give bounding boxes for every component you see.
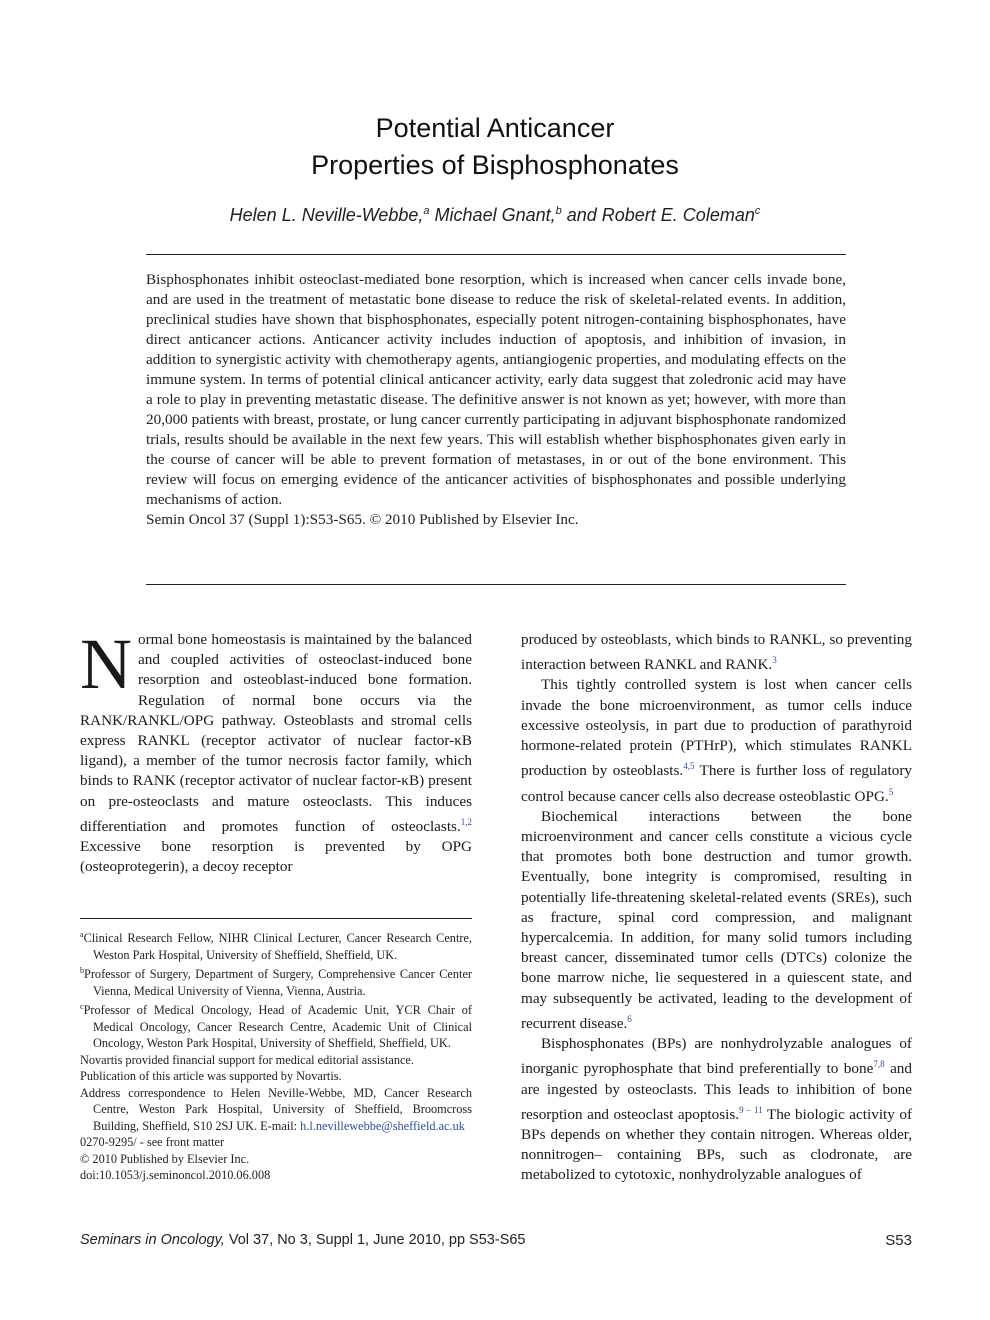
citation-link[interactable]: 4,5 xyxy=(683,761,695,772)
citation-link[interactable]: 3 xyxy=(772,655,777,666)
email-link[interactable]: h.l.nevillewebbe@sheffield.ac.uk xyxy=(300,1118,465,1133)
footnote-rule xyxy=(80,918,472,919)
author-1: Helen L. Neville-Webbe, xyxy=(229,205,424,225)
intro-text-cont: Excessive bone resorption is prevented by OPG (osteoprotegerin), a decoy receptor xyxy=(80,838,472,876)
author-3-affil: c xyxy=(754,205,761,217)
doi-line: doi:10.1053/j.seminoncol.2010.06.008 xyxy=(80,1168,271,1183)
running-footer xyxy=(80,1232,526,1248)
copyright-line: © 2010 Published by Elsevier Inc. xyxy=(80,1151,250,1166)
left-column xyxy=(80,624,472,878)
footnotes xyxy=(80,927,472,1184)
author-list xyxy=(0,205,990,226)
paragraph-biochemical xyxy=(521,807,912,1034)
author-2: Michael Gnant, xyxy=(429,205,556,225)
affiliation-a xyxy=(80,927,472,963)
intro-paragraph xyxy=(80,624,472,878)
citation-link[interactable]: 5 xyxy=(888,786,894,797)
para-biochem-text: Biochemical interactions between the bone microenvironment and cancer cells constitute a vicious cycle that promotes both bone destruction and tumor growth. Eventually, bone integrity is compromised, resulting in potentially life-threatening skeletal-related events (SREs), such as fracture, spinal cord compression, and malignant hypercalcemia. In addition, for many solid tumors including breast cancer, disseminated tumor cells (DTCs) colonize the bone marrow niche, lie sequestered in a quiescent state, and may subsequently be activated, leading to the development of recurrent disease. xyxy=(521,807,912,1032)
affil-a-marker: a xyxy=(80,930,84,939)
page-number: S53 xyxy=(885,1232,912,1249)
affil-b-marker: b xyxy=(80,966,84,976)
abstract-bottom-rule xyxy=(146,584,846,585)
para-bp-text-cont: and are ingested by osteoclasts. This leads to inhibition of bone resorption and osteoclast apoptosis. xyxy=(521,1060,912,1123)
drop-cap: N xyxy=(80,624,132,704)
journal-name: Seminars in Oncology, xyxy=(80,1232,225,1248)
address-text: Address correspondence to Helen Neville-Webbe, MD, Cancer Research Centre, Weston Park Hospital, University of Sheffield, Broomcross Building, Sheffield, S10 2SJ UK. E-mail: xyxy=(80,1085,472,1133)
affiliation-c xyxy=(80,999,472,1052)
citation-link[interactable]: 9 – 11 xyxy=(739,1104,763,1115)
funding-note: Novartis provided financial support for medical editorial assistance. xyxy=(80,1052,414,1067)
title-line-1: Potential Anticancer xyxy=(375,113,615,143)
citation-link[interactable]: 6 xyxy=(627,1013,632,1024)
issue-details: Vol 37, No 3, Suppl 1, June 2010, pp S53-S65 xyxy=(224,1232,526,1248)
abstract-top-rule xyxy=(146,254,846,255)
citation-link[interactable]: 1,2 xyxy=(460,816,472,827)
correspondence-address xyxy=(80,1085,472,1135)
affil-a-text: Clinical Research Fellow, NIHR Clinical Lecturer, Cancer Research Centre, Weston Park Hospital, University of Sheffield, Sheffield, UK. xyxy=(83,931,472,962)
paragraph-bisphosphonates xyxy=(521,1034,912,1186)
abstract-text: Bisphosphonates inhibit osteoclast-mediated bone resorption, which is increased when cancer cells invade bone, and are used in the treatment of metastatic bone disease to reduce the risk of skeletal-related events. In addition, preclinical studies have shown that bisphosphonates, especially potent nitrogen-containing bisphosphonates, have direct anticancer actions. Anticancer activity includes induction of apoptosis, and inhibition of invasion, in addition to synergistic activity with chemotherapy agents, antiangiogenic properties, and modulating effects on the immune system. In terms of potential clinical anticancer activity, early data suggest that zoledronic acid may have a role to play in preventing metastatic disease. The definitive answer is not known as yet; however, with more than 20,000 patients with breast, prostate, or lung cancer currently participating in adjuvant bisphosphonate randomized trials, results should be available in the next few years. This will establish whether bisphosphonates given early in the course of cancer will be able to prevent formation of metastases, in or out of the bone environment. This review will focus on emerging evidence of the anticancer activities of bisphosphonates and possible underlying mechanisms of action. xyxy=(146,271,846,508)
issn-line: 0270-9295/ - see front matter xyxy=(80,1135,225,1150)
abstract-citation: Semin Oncol 37 (Suppl 1):S53-S65. © 2010 Published by Elsevier Inc. xyxy=(146,511,579,528)
paragraph-rank xyxy=(521,630,912,675)
title-line-2: Properties of Bisphosphonates xyxy=(311,150,679,180)
right-column xyxy=(521,630,912,1186)
para-rank-text: produced by osteoblasts, which binds to RANKL, so preventing interaction between RANKL and RANK. xyxy=(521,631,912,674)
publication-note: Publication of this article was supported by Novartis. xyxy=(80,1069,342,1084)
author-3: and Robert E. Coleman xyxy=(561,205,755,225)
para-bp-text-end: The biologic activity of BPs depends on whether they contain nitrogen. Whereas older, nonnitrogen– containing BPs, such as clodronate, are metabolized to cytotoxic, nonhydrolyzable analogues of xyxy=(521,1105,913,1184)
article-title xyxy=(0,110,990,184)
para-system-text: This tightly controlled system is lost when cancer cells invade the bone microenvironment, as tumor cells induce excessive osteolysis, in part due to production of parathyroid hormone-related protein (PTHrP), which stimulates RANKL production by osteoblasts. xyxy=(521,676,912,780)
affil-c-marker: c xyxy=(80,1002,84,1012)
paragraph-system xyxy=(521,675,912,806)
author-1-affil: a xyxy=(423,205,430,217)
para-bp-text: Bisphosphonates (BPs) are nonhydrolyzable analogues of inorganic pyrophosphate that bind preferentially to bone xyxy=(521,1035,912,1078)
para-system-text-cont: There is further loss of regulatory control because cancer cells also decrease osteoblastic OPG. xyxy=(521,762,912,805)
author-2-affil: b xyxy=(555,205,562,217)
intro-text: ormal bone homeostasis is maintained by the balanced and coupled activities of osteoclast-induced bone resorption and osteoblast-induced bone formation. Regulation of normal bone occurs via the RANK/RANKL/OPG pathway. Osteoblasts and stromal cells express RANKL (receptor activator of nuclear factor-κB ligand), a member of the tumor necrosis factor family, which binds to RANK (receptor activator of nuclear factor-κB) present on pre-osteoclasts and mature osteoclasts. This induces differentiation and promotes function of osteoclasts. xyxy=(80,631,472,835)
abstract xyxy=(146,270,846,530)
affil-b-text: Professor of Surgery, Department of Surgery, Comprehensive Cancer Center Vienna, Medical University of Vienna, Vienna, Austria. xyxy=(84,967,472,998)
affil-c-text: Professor of Medical Oncology, Head of Academic Unit, YCR Chair of Medical Oncology, Cancer Research Centre, Academic Unit of Clinical Oncology, Weston Park Hospital, University of Sheffield, Sheffield, UK. xyxy=(83,1003,472,1051)
citation-link[interactable]: 7,8 xyxy=(873,1059,885,1070)
affiliation-b xyxy=(80,963,472,999)
